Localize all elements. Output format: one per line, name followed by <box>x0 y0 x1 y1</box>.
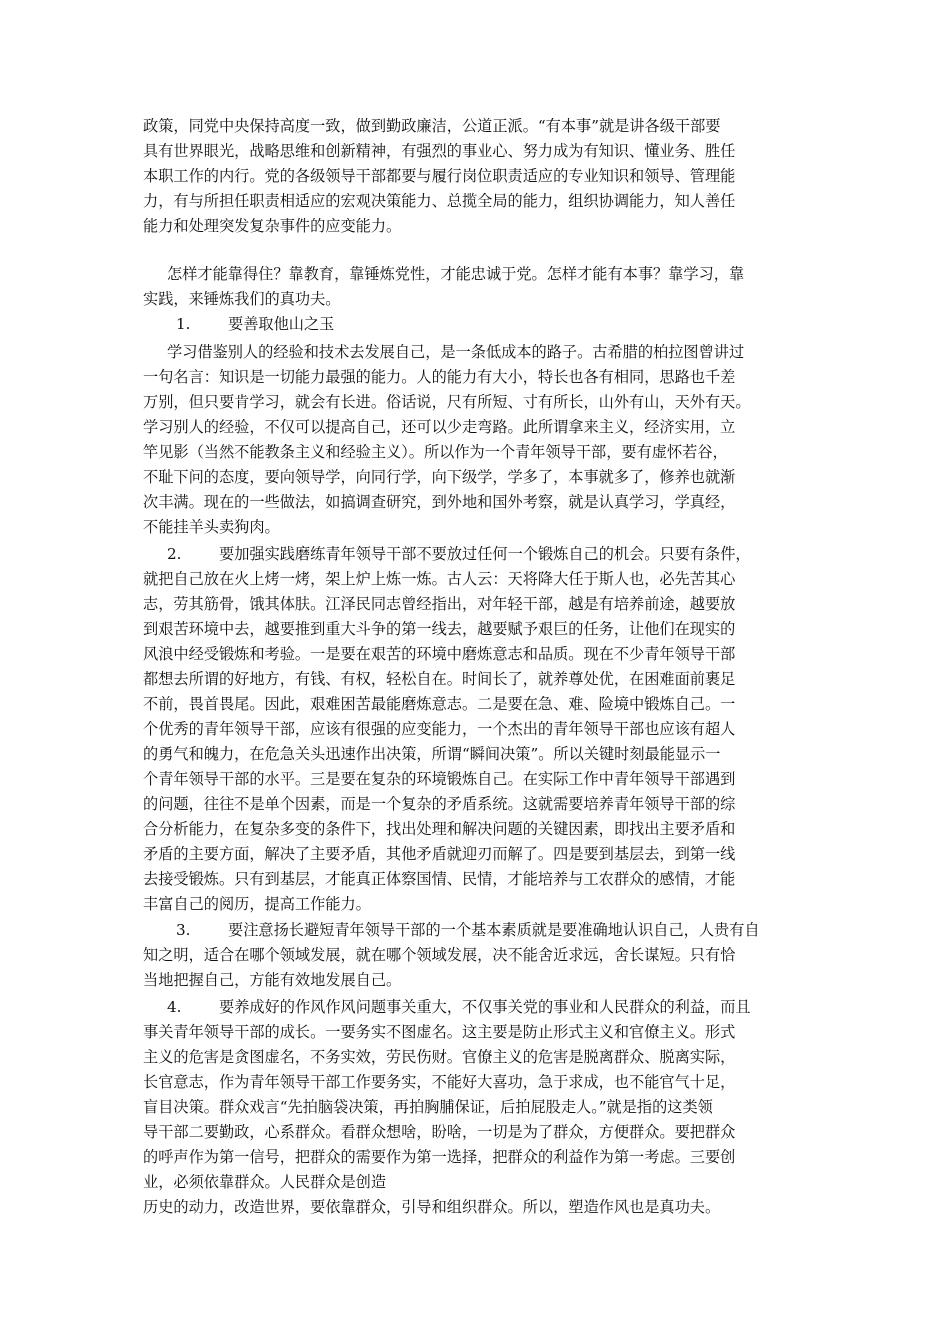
text-line: 当地把握自己，方能有效地发展自己。 <box>143 971 402 989</box>
list-number: 1. <box>176 315 191 333</box>
text-line: 学习借鉴别人的经验和技术去发展自己，是一条低成本的路子。古希腊的柏拉图曾讲过 <box>167 343 745 361</box>
text-line: 风浪中经受锻炼和考验。一是要在艰苦的环境中磨炼意志和品质。现在不少青年领导干部 <box>143 645 736 663</box>
heading-text: 要善取他山之玉 <box>228 315 335 333</box>
text-line: 次丰满。现在的一些做法，如搞调查研究，到外地和国外考察，就是认真学习，学真经， <box>143 493 736 511</box>
list-number: 3. <box>176 921 191 939</box>
text-line: 竿见影（当然不能教条主义和经验主义）。所以作为一个青年领导干部，要有虚怀若谷， <box>143 443 728 461</box>
text-line: 政策，同党中央保持高度一致，做到勤政廉洁，公道正派。“有本事”就是讲各级干部要 <box>143 117 721 135</box>
text-line: 合分析能力，在复杂多变的条件下，找出处理和解决问题的关键因素，即找出主要矛盾和 <box>143 820 736 838</box>
text-line: 的呼声作为第一信号，把群众的需要作为第一选择，把群众的利益作为第一考虑。三要创 <box>143 1148 736 1166</box>
text-line: 怎样才能靠得住？靠教育，靠锤炼党性，才能忠诚于党。怎样才能有本事？靠学习，靠 <box>167 265 745 283</box>
text-line: 的勇气和魄力，在危急关头迅速作出决策，所谓“瞬间决策”。所以关键时刻最能显示一 <box>143 745 721 763</box>
text-line: 就把自己放在火上烤一烤，架上炉上炼一炼。古人云：天将降大任于斯人也，必先苦其心 <box>143 570 736 588</box>
text-line: 具有世界眼光，战略思维和创新精神，有强烈的事业心、努力成为有知识、懂业务、胜任 <box>143 142 736 160</box>
text-line: 不耻下问的态度，要向领导学，向同行学，向下级学，学多了，本事就多了，修养也就渐 <box>143 468 736 486</box>
text-line: 要注意扬长避短青年领导干部的一个基本素质就是要准确地认识自己，人贵有自 <box>228 921 760 939</box>
paragraph-question <box>143 262 823 312</box>
text-line: 不前，畏首畏尾。因此，艰难困苦最能磨炼意志。二是要在急、难、险境中锻炼自己。一 <box>143 695 736 713</box>
text-line: 去接受锻炼。只有到基层，才能真正体察国情、民情，才能培养与工农群众的感情，才能 <box>143 870 736 888</box>
paragraph-learning <box>143 340 823 540</box>
text-line: 不能挂羊头卖狗肉。 <box>143 518 280 536</box>
text-line: 志，劳其筋骨，饿其体肤。江泽民同志曾经指出，对年轻干部，越是有培养前途，越要放 <box>143 595 736 613</box>
text-line: 个青年领导干部的水平。三是要在复杂的环境锻炼自己。在实际工作中青年领导干部遇到 <box>143 770 736 788</box>
text-line: 本职工作的内行。党的各级领导干部都要与履行岗位职责适应的专业知识和领导、管理能 <box>143 167 736 185</box>
text-line: 一句名言：知识是一切能力最强的能力。人的能力有大小，特长也各有相同，思路也千差 <box>143 368 736 386</box>
text-line: 万别，但只要肯学习，就会有长进。俗话说，尺有所短、寸有所长，山外有山，天外有天。 <box>143 393 751 411</box>
paragraph-requirements <box>143 114 823 239</box>
text-line: 业，必须依靠群众。人民群众是创造 <box>143 1173 386 1191</box>
text-line: 的问题，往往不是单个因素，而是一个复杂的矛盾系统。这就需要培养青年领导干部的综 <box>143 795 736 813</box>
text-line: 长官意志，作为青年领导干部工作要务实，不能好大喜功，急于求成，也不能官气十足， <box>143 1073 736 1091</box>
text-line: 历史的动力，改造世界，要依靠群众，引导和组织群众。所以，塑造作风也是真功夫。 <box>143 1198 721 1216</box>
text-line: 力，有与所担任职责相适应的宏观决策能力、总揽全局的能力，组织协调能力，知人善任 <box>143 192 736 210</box>
text-line: 到艰苦环境中去，越要推到重大斗争的第一线去，越要赋予艰巨的任务，让他们在现实的 <box>143 620 736 638</box>
text-line: 实践，来锤炼我们的真功夫。 <box>143 290 341 308</box>
paragraph-strengths <box>143 918 823 993</box>
text-line: 矛盾的主要方面，解决了主要矛盾，其他矛盾就迎刃而解了。四是要到基层去，到第一线 <box>143 845 736 863</box>
paragraph-style <box>143 995 823 1220</box>
text-line: 学习别人的经验，不仅可以提高自己，还可以少走弯路。此所谓拿来主义，经济实用，立 <box>143 418 736 436</box>
text-line: 要养成好的作风作风问题事关重大，不仅事关党的事业和人民群众的利益，而且 <box>219 998 751 1016</box>
text-line: 事关青年领导干部的成长。一要务实不图虚名。这主要是防止形式主义和官僚主义。形式 <box>143 1023 736 1041</box>
heading-1 <box>143 312 823 337</box>
list-number: 4. <box>167 998 182 1016</box>
text-line: 主义的危害是贪图虚名，不务实效，劳民伤财。官僚主义的危害是脱离群众、脱离实际， <box>143 1048 736 1066</box>
text-line: 要加强实践磨练青年领导干部不要放过任何一个锻炼自己的机会。只要有条件， <box>219 545 751 563</box>
text-line: 盲目决策。群众戏言“先拍脑袋决策，再拍胸脯保证，后拍屁股走人。”就是指的这类领 <box>143 1098 713 1116</box>
text-line: 能力和处理突发复杂事件的应变能力。 <box>143 217 402 235</box>
paragraph-practice <box>143 542 823 917</box>
text-line: 都想去所谓的好地方，有钱、有权，轻松自在。时间长了，就养尊处优，在困难面前裹足 <box>143 670 736 688</box>
text-line: 知之明，适合在哪个领域发展，就在哪个领域发展，决不能舍近求远，舍长谋短。只有恰 <box>143 946 736 964</box>
text-line: 导干部二要勤政，心系群众。看群众想啥，盼啥，一切是为了群众，方便群众。要把群众 <box>143 1123 736 1141</box>
text-line: 丰富自己的阅历，提高工作能力。 <box>143 895 371 913</box>
list-number: 2. <box>167 545 182 563</box>
text-line: 个优秀的青年领导干部，应该有很强的应变能力，一个杰出的青年领导干部也应该有超人 <box>143 720 736 738</box>
